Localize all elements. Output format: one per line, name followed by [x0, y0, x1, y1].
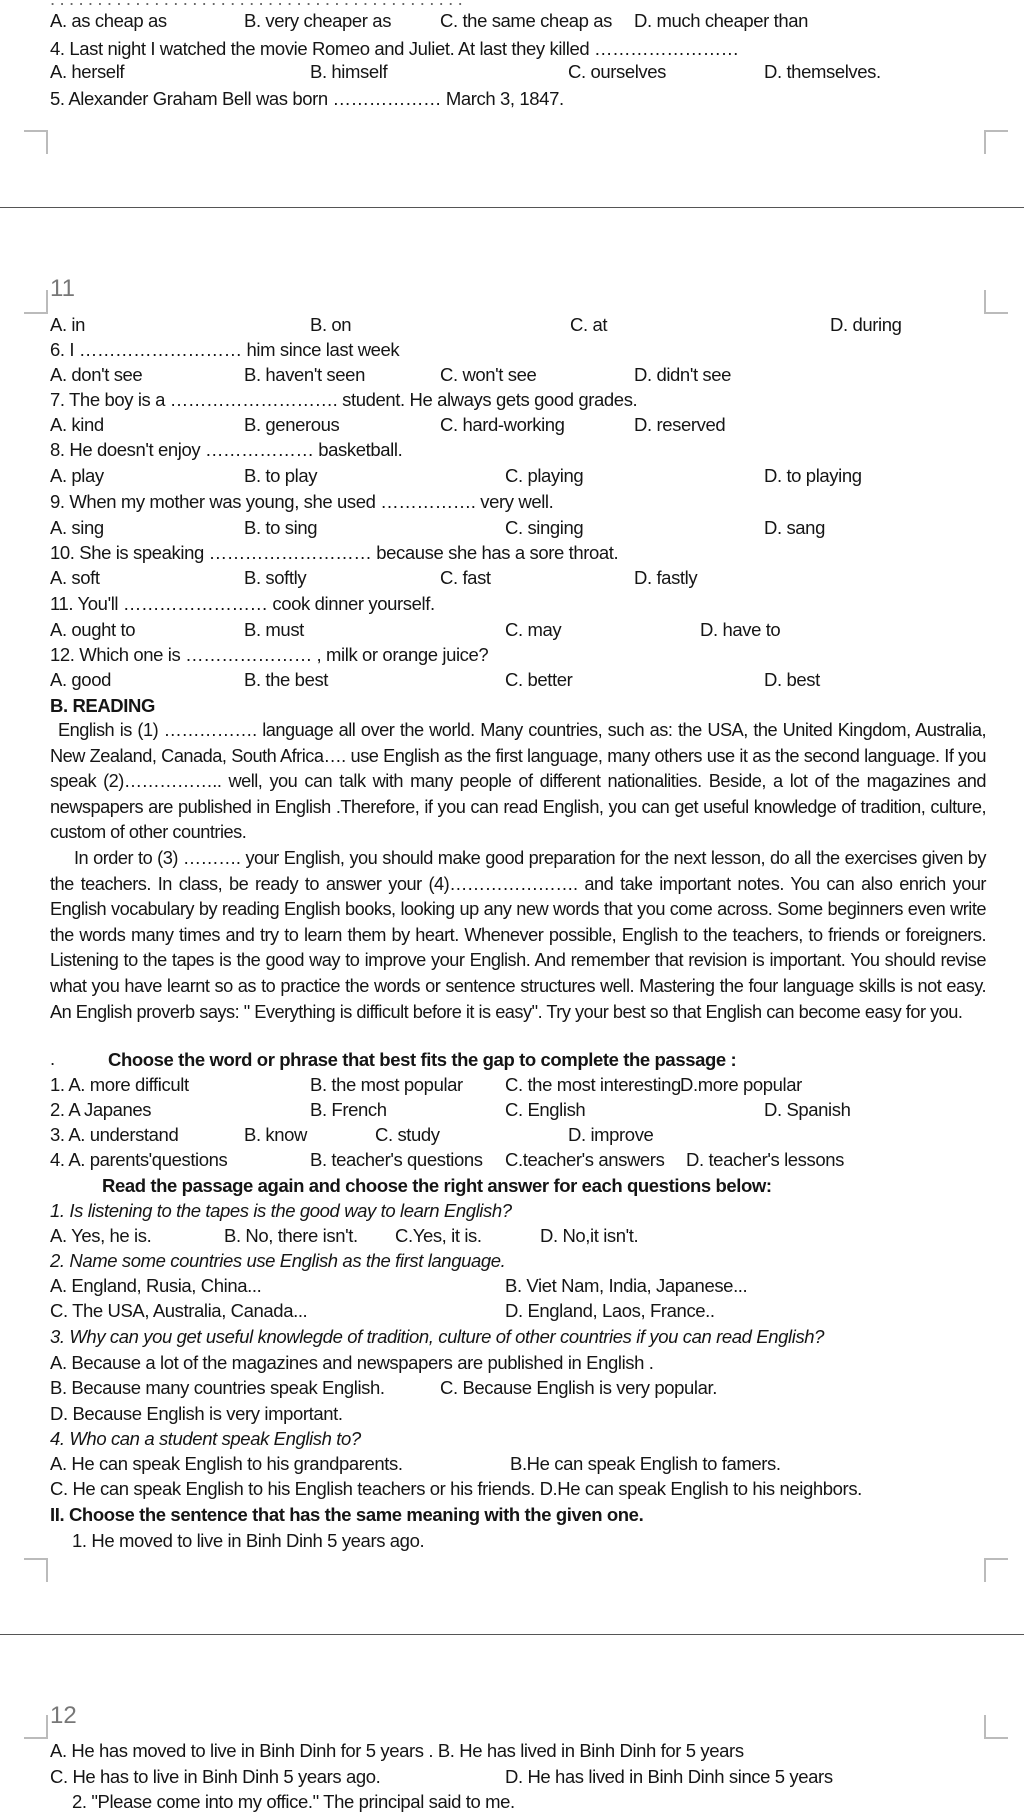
crop-mark — [24, 130, 48, 154]
page-number: 12 — [50, 1702, 77, 1729]
option: A. Yes, he is. — [50, 1225, 152, 1246]
section-2-heading: II. Choose the sentence that has the same meaning with the given one. — [50, 1504, 644, 1525]
option: D. Spanish — [764, 1099, 851, 1120]
page-divider — [0, 1634, 1024, 1635]
option: D. have to — [700, 619, 781, 640]
option: B. softly — [244, 567, 307, 588]
question-11: 11. You'll …………………… cook dinner yourself. — [50, 593, 435, 614]
reading-paragraph-2: In order to (3) ………. your English, you should make good preparation for the next lesson, do all the exercises given by the teachers. In class, be ready to answer your (4)…………………. and take important notes. You can also enrich your English vocabulary by reading English books, looking up any new words that you come across. Some beginners even write the words many times and try to learn them by heart. Whenever possible, English to the teachers, to friends or foreigners. Listening to the tapes is the good way to improve your English. And remember that revision is important. You should revise what you have learnt so as to practice the words or sentence structures well. Mastering the four language skills is not easy. An English proverb says: " Everything is difficult before it is easy". Try your best so that English can become easy for you. — [50, 848, 986, 1022]
option: B. French — [310, 1099, 387, 1120]
sentence-2: 2. "Please come into my office." The principal said to me. — [72, 1791, 515, 1812]
option: D. Because English is very important. — [50, 1403, 343, 1424]
option: C. at — [570, 314, 608, 335]
option: D. England, Laos, France.. — [505, 1300, 715, 1321]
option: A. ought to — [50, 619, 136, 640]
option: C.Yes, it is. — [395, 1225, 482, 1246]
option: A. in — [50, 314, 86, 335]
option: B. generous — [244, 414, 340, 435]
option: C. English — [505, 1099, 586, 1120]
option: D. themselves. — [764, 61, 881, 82]
option: D. fastly — [634, 567, 698, 588]
option: D. didn't see — [634, 364, 732, 385]
option: 3. A. understand — [50, 1124, 179, 1145]
cut-off-line — [50, 0, 462, 10]
option: C. fast — [440, 567, 491, 588]
option: D. during — [830, 314, 902, 335]
option: C. Because English is very popular. — [440, 1377, 718, 1398]
option: A. sing — [50, 517, 104, 538]
option: B. Viet Nam, India, Japanese... — [505, 1275, 748, 1296]
option: B.He can speak English to famers. — [510, 1453, 781, 1474]
option: B. on — [310, 314, 352, 335]
page-divider — [0, 207, 1024, 208]
read-again-instruction: Read the passage again and choose the right answer for each questions below: — [102, 1175, 772, 1196]
option: D.more popular — [680, 1074, 802, 1095]
option: A. Because a lot of the magazines and newspapers are published in English . — [50, 1352, 654, 1373]
option: C. ourselves — [568, 61, 667, 82]
page-number: 11 — [50, 275, 75, 302]
option: A. He has moved to live in Binh Dinh for 5 years . B. He has lived in Binh Dinh for 5 years — [50, 1740, 744, 1761]
option: A. don't see — [50, 364, 143, 385]
option: D. No,it isn't. — [540, 1225, 639, 1246]
question-10: 10. She is speaking ……………………… because she has a sore throat. — [50, 542, 619, 563]
option: B. must — [244, 619, 304, 640]
option: C. the same cheap as — [440, 10, 612, 31]
option: B. No, there isn't. — [224, 1225, 358, 1246]
option: B. to sing — [244, 517, 318, 538]
option: D. improve — [568, 1124, 654, 1145]
option: C. He has to live in Binh Dinh 5 years ago. — [50, 1766, 381, 1787]
option: B. himself — [310, 61, 388, 82]
option: B. Because many countries speak English. — [50, 1377, 385, 1398]
question-7: 7. The boy is a ………………………. student. He always gets good grades. — [50, 389, 638, 410]
crop-mark — [984, 1558, 1008, 1582]
option: 1. A. more difficult — [50, 1074, 189, 1095]
option: D. best — [764, 669, 820, 690]
option: B. the best — [244, 669, 329, 690]
option: A. good — [50, 669, 111, 690]
question-9: 9. When my mother was young, she used ……………. very well. — [50, 491, 554, 512]
reading-question-4: 4. Who can a student speak English to? — [50, 1428, 361, 1449]
question-4: 4. Last night I watched the movie Romeo and Juliet. At last they killed …………………… — [50, 38, 739, 59]
option: C. singing — [505, 517, 584, 538]
option: A. He can speak English to his grandparents. — [50, 1453, 403, 1474]
question-12: 12. Which one is ………………… , milk or orange juice? — [50, 644, 489, 665]
option: C. the most interesting — [505, 1074, 681, 1095]
option: D. teacher's lessons — [686, 1149, 844, 1170]
option: C. better — [505, 669, 573, 690]
option: B. to play — [244, 465, 318, 486]
reading-question-1: 1. Is listening to the tapes is the good way to learn English? — [50, 1200, 512, 1221]
option: A. as cheap as — [50, 10, 167, 31]
crop-mark — [984, 290, 1008, 314]
option: C.teacher's answers — [505, 1149, 665, 1170]
crop-mark — [984, 1715, 1008, 1739]
reading-heading: B. READING — [50, 695, 155, 716]
option: B. teacher's questions — [310, 1149, 483, 1170]
option: B. haven't seen — [244, 364, 365, 385]
option: B. the most popular — [310, 1074, 463, 1095]
option: B. know — [244, 1124, 308, 1145]
option: C. hard-working — [440, 414, 565, 435]
crop-mark — [24, 290, 48, 314]
crop-mark — [24, 1715, 48, 1739]
question-5: 5. Alexander Graham Bell was born ……………… March 3, 1847. — [50, 88, 564, 109]
reading-question-2: 2. Name some countries use English as the first language. — [50, 1250, 506, 1271]
option: C. playing — [505, 465, 584, 486]
crop-mark — [984, 130, 1008, 154]
option: D. He has lived in Binh Dinh since 5 years — [505, 1766, 833, 1787]
option: A. play — [50, 465, 104, 486]
option: D. sang — [764, 517, 825, 538]
option: C. study — [375, 1124, 440, 1145]
reading-paragraph-1: English is (1) ……………. language all over the world. Many countries, such as: the USA, the United Kingdom, Australia, New Zealand, Canada, South Africa…. use English as the first language, many others use it as the second language. If you speak (2)…………….. well, you can talk with many people of different nationalities. Beside, a lot of the magazines and newspapers are published in English .Therefore, if you can read English, you can get useful knowledge of tradition, culture, custom of other countries. — [50, 720, 986, 843]
sentence-1: 1. He moved to live in Binh Dinh 5 years ago. — [72, 1530, 425, 1551]
option: C. The USA, Australia, Canada... — [50, 1300, 308, 1321]
question-6: 6. I ……………………… him since last week — [50, 339, 400, 360]
option: C. may — [505, 619, 562, 640]
question-8: 8. He doesn't enjoy ……………… basketball. — [50, 439, 403, 460]
option: B. very cheaper as — [244, 10, 392, 31]
option: D. reserved — [634, 414, 726, 435]
option: C. won't see — [440, 364, 537, 385]
option: 2. A Japanes — [50, 1099, 152, 1120]
option: A. England, Rusia, China... — [50, 1275, 262, 1296]
option: A. soft — [50, 567, 100, 588]
bullet-dot: . — [50, 1048, 55, 1069]
option: 4. A. parents'questions — [50, 1149, 228, 1170]
option: C. He can speak English to his English teachers or his friends. D.He can speak English to his neighbors. — [50, 1478, 862, 1499]
option: A. kind — [50, 414, 104, 435]
option: D. to playing — [764, 465, 862, 486]
option: A. herself — [50, 61, 125, 82]
reading-question-3: 3. Why can you get useful knowlegde of tradition, culture of other countries if you can read English? — [50, 1326, 825, 1347]
crop-mark — [24, 1558, 48, 1582]
choose-instruction: Choose the word or phrase that best fits the gap to complete the passage : — [108, 1049, 737, 1070]
option: D. much cheaper than — [634, 10, 809, 31]
